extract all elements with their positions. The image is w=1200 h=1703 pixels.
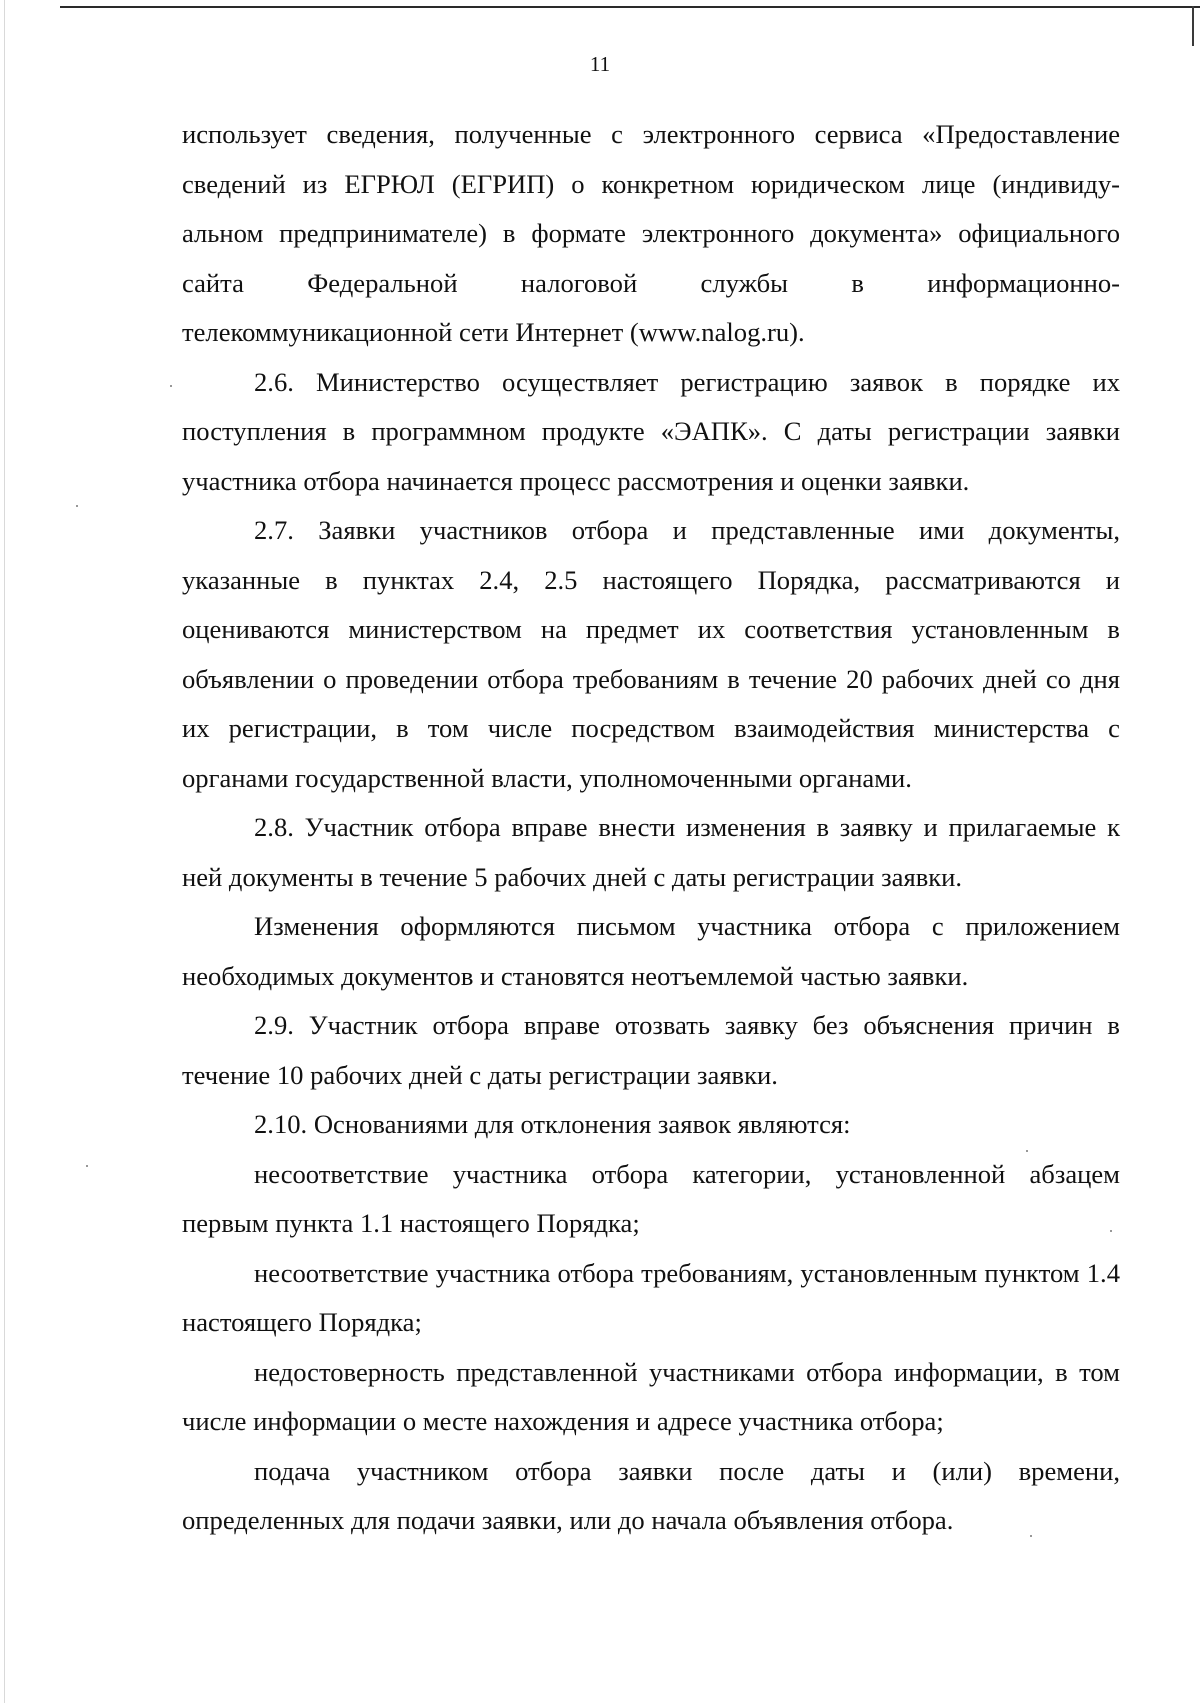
paragraph-2-8: 2.8. Участник отбора вправе внести изменения в заявку и прилагаемые к ней документы в течение 5 рабочих дней с даты регистрации заявки.: [182, 812, 1120, 892]
rejection-reason-3: недостоверность представленной участниками отбора информации, в том числе информации о месте нахождения и адресе участника отбора;: [182, 1356, 1120, 1436]
document-body: [182, 110, 1120, 1546]
scan-speck: [1026, 1150, 1028, 1152]
text-line: сведений из ЕГРЮЛ (ЕГРИП) о конкретном юридическом лице (индивиду-: [182, 168, 1120, 199]
paragraph-changes: Изменения оформляются письмом участника отбора с приложением необходимых документов и становятся неотъемлемой частью заявки.: [182, 911, 1120, 991]
paragraph-2-10: 2.10. Основаниями для отклонения заявок являются:: [254, 1109, 851, 1139]
scan-speck: [170, 385, 172, 387]
text-line: телекоммуникационной сети Интернет (www.nalog.ru).: [182, 317, 805, 347]
paragraph-2-7: 2.7. Заявки участников отбора и представленные ими документы, указанные в пунктах 2.4, 2.5 настоящего Порядка, рассматриваются и оцениваются министерством на предмет их соответствия установленным в объявлении о проведении отбора требованиям в течение 20 рабочих дней со дня их регистрации, в том числе посредством взаимодействия министерства с органами государственной власти, уполномоченными органами.: [182, 515, 1120, 793]
paragraph-2-9: 2.9. Участник отбора вправе отозвать заявку без объяснения причин в течение 10 рабочих дней с даты регистрации заявки.: [182, 1010, 1120, 1090]
scan-speck: [86, 1165, 88, 1167]
text-line: использует сведения, полученные с электронного сервиса «Предоставление: [182, 119, 1120, 149]
scan-border-top: [60, 6, 1200, 8]
scan-border-right: [1192, 6, 1194, 46]
rejection-reason-4: подача участником отбора заявки после даты и (или) времени, определенных для подачи заявки, или до начала объявления отбора.: [182, 1455, 1120, 1535]
paragraph-2-6: 2.6. Министерство осуществляет регистрацию заявок в порядке их поступления в программном продукте «ЭАПК». С даты регистрации заявки участника отбора начинается процесс рассмотрения и оценки заявки.: [182, 366, 1120, 496]
scan-speck: [1030, 1535, 1032, 1537]
text-line: сайта Федеральной налоговой службы в информационно-: [182, 267, 1120, 298]
page-number: 11: [589, 52, 611, 76]
rejection-reason-2: несоответствие участника отбора требованиям, установленным пунктом 1.4 настоящего Порядка;: [182, 1257, 1120, 1337]
scan-speck: [1110, 1230, 1112, 1232]
paragraph-continuation: [182, 110, 1120, 358]
rejection-reason-1: несоответствие участника отбора категории, установленной абзацем первым пункта 1.1 настоящего Порядка;: [182, 1158, 1120, 1238]
scan-speck: [76, 505, 78, 507]
scan-border-left: [4, 0, 5, 1703]
text-line: альном предпринимателе) в формате электронного документа» официального: [182, 218, 1120, 248]
